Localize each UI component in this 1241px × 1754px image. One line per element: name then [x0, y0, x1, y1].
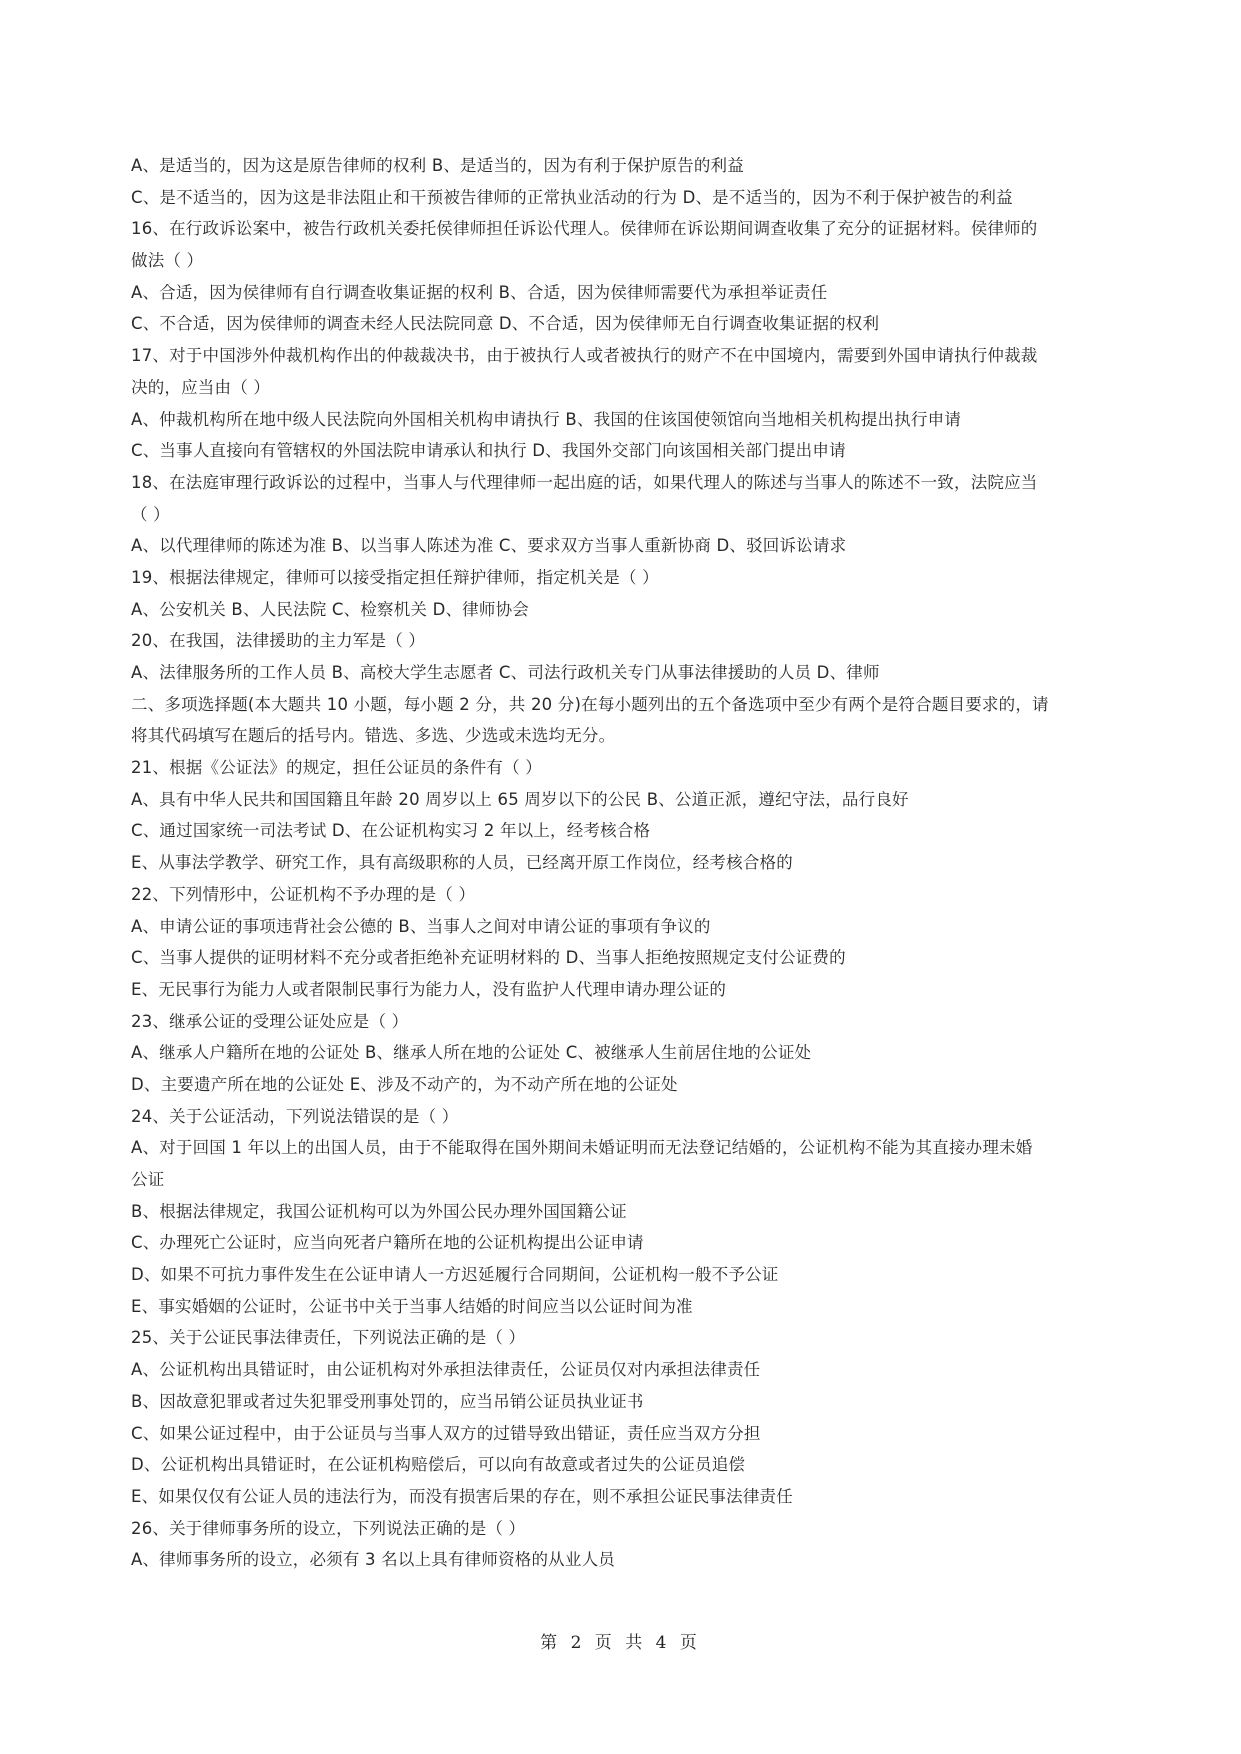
text-line: 21、根据《公证法》的规定，担任公证员的条件有（ ）: [131, 758, 542, 778]
text-line: 22、下列情形中，公证机构不予办理的是（ ）: [131, 884, 476, 904]
text-line: C、如果公证过程中，由于公证员与当事人双方的过错导致出错证，责任应当双方分担: [131, 1423, 761, 1443]
text-line: A、申请公证的事项违背社会公德的 B、当事人之间对申请公证的事项有争议的: [131, 916, 711, 936]
text-line: 16、在行政诉讼案中，被告行政机关委托侯律师担任诉讼代理人。侯律师在诉讼期间调查收集了充分的证据材料。侯律师的: [131, 219, 1038, 239]
text-line: A、对于回国 1 年以上的出国人员，由于不能取得在国外期间未婚证明而无法登记结婚的，公证机构不能为其直接办理未婚: [131, 1138, 1033, 1158]
text-line: C、不合适，因为侯律师的调查未经人民法院同意 D、不合适，因为侯律师无自行调查收集证据的权利: [131, 314, 880, 334]
text-line: B、根据法律规定，我国公证机构可以为外国公民办理外国国籍公证: [131, 1201, 627, 1221]
text-line: 17、对于中国涉外仲裁机构作出的仲裁裁决书，由于被执行人或者被执行的财产不在中国境内，需要到外国申请执行仲裁裁: [131, 346, 1038, 366]
text-line: 24、关于公证活动，下列说法错误的是（ ）: [131, 1106, 459, 1126]
text-line: 20、在我国，法律援助的主力军是（ ）: [131, 631, 426, 651]
text-line: A、公安机关 B、人民法院 C、检察机关 D、律师协会: [131, 599, 529, 619]
text-line: C、当事人直接向有管辖权的外国法院申请承认和执行 D、我国外交部门向该国相关部门提出申请: [131, 441, 846, 461]
text-line: （ ）: [131, 504, 170, 524]
text-line: D、公证机构出具错证时，在公证机构赔偿后，可以向有故意或者过失的公证员追偿: [131, 1455, 746, 1475]
text-line: A、是适当的，因为这是原告律师的权利 B、是适当的，因为有利于保护原告的利益: [131, 156, 744, 175]
text-line: 23、继承公证的受理公证处应是（ ）: [131, 1011, 409, 1031]
text-line: C、当事人提供的证明材料不充分或者拒绝补充证明材料的 D、当事人拒绝按照规定支付公证费的: [131, 948, 846, 968]
text-line: A、律师事务所的设立，必须有 3 名以上具有律师资格的从业人员: [131, 1550, 615, 1570]
text-line: C、是不适当的，因为这是非法阻止和干预被告律师的正常执业活动的行为 D、是不适当的，因为不利于保护被告的利益: [131, 187, 1013, 207]
text-line: D、如果不可抗力事件发生在公证申请人一方迟延履行合同期间，公证机构一般不予公证: [131, 1265, 779, 1285]
text-line: 18、在法庭审理行政诉讼的过程中，当事人与代理律师一起出庭的话，如果代理人的陈述与当事人的陈述不一致，法院应当: [131, 472, 1038, 492]
text-line: 19、根据法律规定，律师可以接受指定担任辩护律师，指定机关是（ ）: [131, 567, 659, 587]
text-line: A、法律服务所的工作人员 B、高校大学生志愿者 C、司法行政机关专门从事法律援助的人员 D、律师: [131, 663, 880, 682]
page-footer: 第 2 页 共 4 页: [540, 1633, 701, 1653]
text-line: A、合适，因为侯律师有自行调查收集证据的权利 B、合适，因为侯律师需要代为承担举证责任: [131, 282, 828, 302]
text-line: D、主要遗产所在地的公证处 E、涉及不动产的，为不动产所在地的公证处: [131, 1074, 678, 1094]
text-line: 决的，应当由（ ）: [131, 377, 271, 397]
page-body: [131, 150, 1113, 1576]
text-line: E、如果仅仅有公证人员的违法行为，而没有损害后果的存在，则不承担公证民事法律责任: [131, 1486, 793, 1506]
text-line: E、无民事行为能力人或者限制民事行为能力人，没有监护人代理申请办理公证的: [131, 979, 727, 999]
text-line: 二、多项选择题(本大题共 10 小题，每小题 2 分，共 20 分)在每小题列出的五个备选项中至少有两个是符合题目要求的，请: [131, 694, 1049, 714]
text-line: 公证: [131, 1170, 165, 1189]
text-line: 将其代码填写在题后的括号内。错选、多选、少选或未选均无分。: [131, 726, 616, 746]
text-line: 26、关于律师事务所的设立，下列说法正确的是（ ）: [131, 1518, 526, 1538]
text-line: A、具有中华人民共和国国籍且年龄 20 周岁以上 65 周岁以下的公民 B、公道正派，遵纪守法，品行良好: [131, 789, 909, 809]
text-line: A、以代理律师的陈述为准 B、以当事人陈述为准 C、要求双方当事人重新协商 D、驳回诉讼请求: [131, 536, 847, 556]
text-line: 做法（ ）: [131, 251, 204, 271]
text-line: B、因故意犯罪或者过失犯罪受刑事处罚的，应当吊销公证员执业证书: [131, 1391, 644, 1411]
text-line: A、公证机构出具错证时，由公证机构对外承担法律责任，公证员仅对内承担法律责任: [131, 1360, 761, 1380]
text-line: E、从事法学教学、研究工作，具有高级职称的人员，已经离开原工作岗位，经考核合格的: [131, 853, 793, 873]
text-line: A、继承人户籍所在地的公证处 B、继承人所在地的公证处 C、被继承人生前居住地的公证处: [131, 1043, 812, 1063]
text-line: 25、关于公证民事法律责任，下列说法正确的是（ ）: [131, 1328, 526, 1348]
text-line: A、仲裁机构所在地中级人民法院向外国相关机构申请执行 B、我国的住该国使领馆向当地相关机构提出执行申请: [131, 409, 962, 429]
text-line: E、事实婚姻的公证时，公证书中关于当事人结婚的时间应当以公证时间为准: [131, 1296, 693, 1316]
text-line: C、办理死亡公证时，应当向死者户籍所在地的公证机构提出公证申请: [131, 1233, 644, 1253]
text-line: C、通过国家统一司法考试 D、在公证机构实习 2 年以上，经考核合格: [131, 821, 651, 841]
